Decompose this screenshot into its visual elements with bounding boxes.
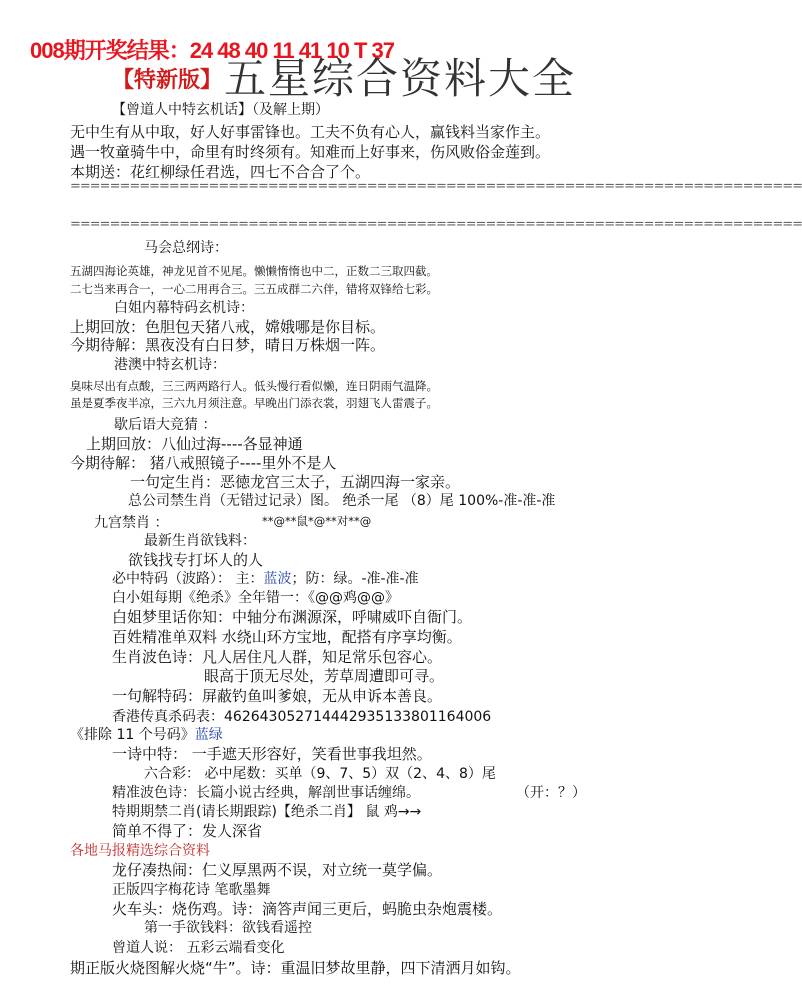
row-nine-palace-label: 九宫禁肖 ： [94,515,169,531]
section3-heading: 白姐内幕特码玄机诗： [114,300,254,316]
row-zodiac-phrase: 一句定生肖：恶徳龙宫三太子，五湖四海一家亲。 [130,473,461,491]
wave-defense: ；防：绿。-准-准-准 [291,571,419,587]
section3-last: 上期回放：色胆包天猪八戒，嫦娥哪是你目标。 [70,318,386,336]
edition-label: 【特新版】 [112,68,223,93]
wave-main: 蓝波 [263,571,292,587]
page-title: 五星综合资料大全 [224,54,577,103]
row-wave-color [112,568,419,588]
section1-line: 遇一牧童骑牛中，命里有时终须有。知难而上好事来，伤风败俗金莲到。 [70,143,551,161]
row-dragon: 龙仔凑热闹：仁义厚黑两不误，对立统一莫学偏。 [112,861,443,879]
section4-line: 臭味尽出有点酸，三三两两路行人。低头慢行看似懒，连日阴雨气温降。 [70,379,438,393]
row-train-head: 火车头：烧伤鸡。诗：滴答声闻三更后，蚂脆虫杂炮震楼。 [112,900,503,918]
row-section-title: 各地马报精选综合资料 [70,843,210,859]
section1-line: 无中生有从中取，好人好事雷锋也。工夫不负有心人，赢钱料当家作主。 [70,123,551,141]
section5-last: 上期回放：八仙过海----各显神通 [86,435,303,453]
row-poem-special: 一诗中特： 一手遮天形容好，笑看世事我坦然。 [112,745,432,763]
section4-heading: 港澳中特玄机诗： [114,357,226,373]
row-wave-poem: 精准波色诗：长篇小说古经典，解剖世事话缠绵。 [112,785,420,801]
row-fire-chart: 期正版火烧图解火烧“牛”。诗：重温旧梦故里静，四下清洒月如钩。 [70,959,521,977]
section1-heading: 【曾道人中特玄机话】（及解上期） [112,102,329,118]
row-nine-palace-value: **@**鼠*@**对**@ [262,514,372,528]
divider: ========================================================================== [70,217,802,232]
section5-heading: 歇后语大竞猜 ： [114,417,217,433]
row-dream-talk: 白姐梦里话你知：中轴分布渊源深，呼啸威吓自衙门。 [112,608,473,626]
row-hk-fax: 香港传真杀码表：46264305271444293513380116400​6 [112,709,492,725]
section1-line: 本期送：花红柳绿任君选，四七不合合了个。 [70,163,371,181]
row-plum-poem: 正版四字梅花诗 笔歌墨舞 [112,882,271,898]
row-open-result: （开：？） [516,785,586,801]
row-tail-numbers: 六合彩： 必中尾数：买单（9、7、5）双（2、4、8）尾 [144,766,496,782]
row-zodiac-poem-2: 眼高于顶无尽处，芳草周遭即可寻。 [204,667,445,685]
row-first-hand: 第一手欲钱料：欲钱看遥控 [144,920,312,936]
exclude-colors: 蓝绿 [194,727,223,743]
row-white-lady-kill: 白小姐每期《绝杀》全年错一：《@@鸡@@》 [112,590,399,606]
row-odd-even: 百姓精准单双料 水绕山环方宝地，配搭有序享均衡。 [112,628,462,646]
result-banner: 008期开奖结果：24 48 40 11 41 10 T 37 [30,38,395,63]
row-banned-two: 特期期禁二肖(请长期跟踪)【绝杀二肖】 鼠 鸡→→ [112,804,422,820]
exclude-label: 《排除 11 个号码》 [70,727,195,743]
row-exclude [70,724,223,744]
section5-now: 今期待解： 猪八戒照镜子----里外不是人 [70,454,337,472]
row-one-line: 一句解特码：屏蔽钓鱼叫爹娘，无从申诉本善良。 [112,687,443,705]
section2-line: 二七当来再合一，一心二用再合三。三五成群二六伴，错将双锋给七彩。 [70,282,438,296]
row-zodiac-poem: 生肖波色诗：凡人居住凡人群，知足常乐包容心。 [112,648,443,666]
section2-line: 五湖四海论英雄，神龙见首不见尾。懒懒惰惰也中二，正数二三取四截。 [70,264,438,278]
wave-label: 必中特码（波路）： 主： [112,571,264,587]
row-latest-zodiac: 最新生肖欲钱料： [144,533,256,549]
section2-heading: 马会总纲诗： [144,240,228,256]
row-banned-zodiac: 总公司禁生肖（无错过记录）图。 绝杀一尾 （8）尾 100%-准-准-准 [128,493,556,509]
divider: ========================================================================== [70,179,802,194]
row-money-hint: 欲钱找专打坏人的人 [128,551,264,569]
section4-line: 虽是夏季夜半凉，三六九月须注意。早晚出门添衣裳，羽翅飞人雷震子。 [70,396,438,410]
section3-now: 今期待解：黑夜没有白日梦，晴日万株烟一阵。 [70,336,386,354]
row-simple: 简单不得了：发人深省 [112,822,263,840]
row-zeng-says: 曾道人说： 五彩云端看变化 [112,940,285,956]
